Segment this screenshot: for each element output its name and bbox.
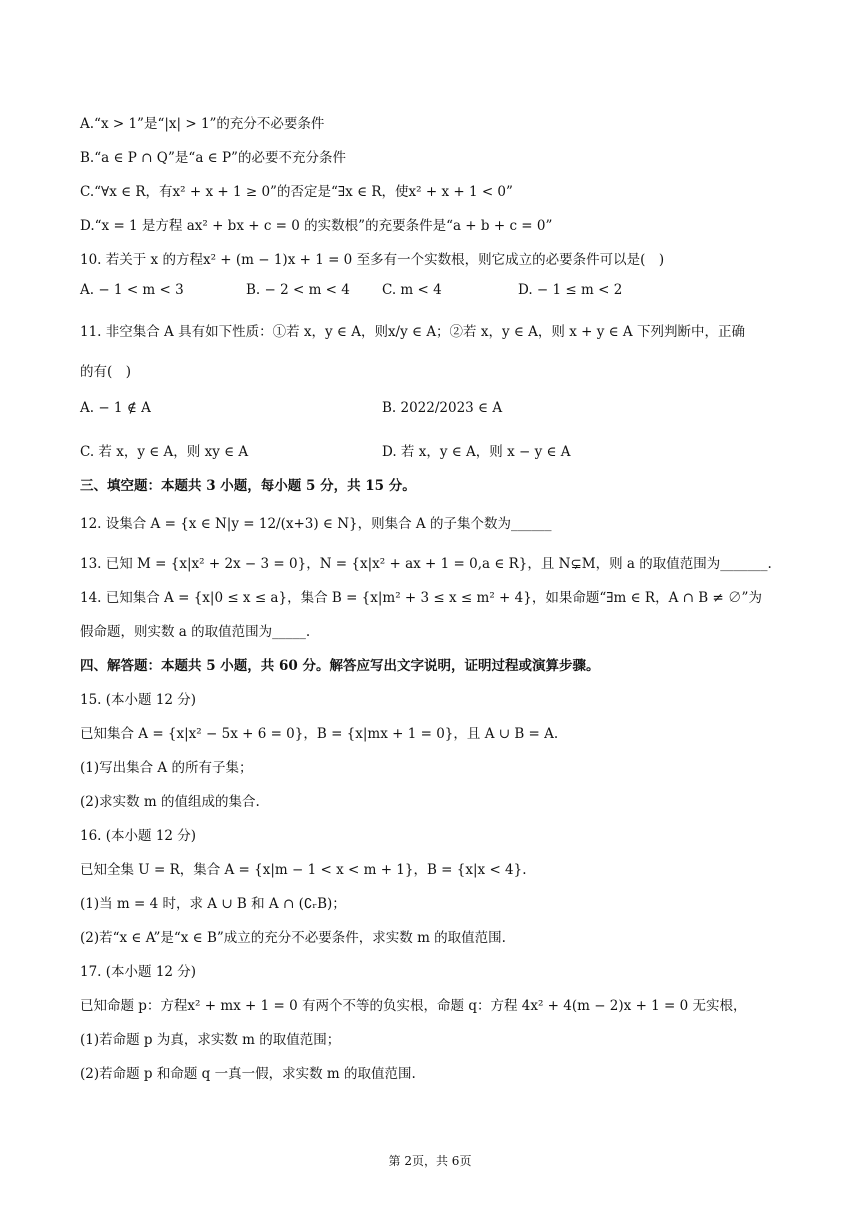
q14-stem-line2: 假命题，则实数 a 的取值范围为_____. xyxy=(80,624,311,640)
q11-stem-line1: 11. 非空集合 A 具有如下性质：①若 x，y ∈ A，则x/y ∈ A；②若 x，y ∈ A，则 x + y ∈ A 下列判断中，正确 xyxy=(80,324,745,340)
q17-header: 17. (本小题 12 分) xyxy=(80,964,197,980)
q11-option-c: C. 若 x，y ∈ A，则 xy ∈ A xyxy=(80,444,249,460)
q14-stem-line1: 14. 已知集合 A = {x|0 ≤ x ≤ a}，集合 B = {x|m² + 3 ≤ x ≤ m² + 4}，如果命题“∃m ∈ R，A ∩ B ≠ ∅”为 xyxy=(80,590,762,606)
q11-stem-line2: 的有( ) xyxy=(80,364,132,380)
q11-option-d: D. 若 x，y ∈ A，则 x − y ∈ A xyxy=(382,444,571,460)
q10-option-c: C. m < 4 xyxy=(382,282,442,298)
q15-part2: (2)求实数 m 的值组成的集合. xyxy=(80,794,260,810)
q12-stem: 12. 设集合 A = {x ∈ N|y = 12/(x+3) ∈ N}，则集合 A 的子集个数为______ xyxy=(80,516,552,532)
q16-part1: (1)当 m = 4 时，求 A ∪ B 和 A ∩ (∁ᵣB)； xyxy=(80,896,346,912)
q11-option-b: B. 2022/2023 ∈ A xyxy=(382,400,503,416)
q16-given: 已知全集 U = R，集合 A = {x|m − 1 < x < m + 1}，B = {x|x < 4}. xyxy=(80,862,527,878)
prev-option-d: D.“x = 1 是方程 ax² + bx + c = 0 的实数根”的充要条件是“a + b + c = 0” xyxy=(80,218,553,234)
q17-given: 已知命题 p：方程x² + mx + 1 = 0 有两个不等的负实根，命题 q：方程 4x² + 4(m − 2)x + 1 = 0 无实根， xyxy=(80,998,747,1014)
q10-stem: 10. 若关于 x 的方程x² + (m − 1)x + 1 = 0 至多有一个实数根，则它成立的必要条件可以是( ) xyxy=(80,252,665,268)
page-footer: 第 2页，共 6页 xyxy=(388,1154,472,1168)
q17-part1: (1)若命题 p 为真，求实数 m 的取值范围； xyxy=(80,1032,341,1048)
prev-option-c: C.“∀x ∈ R，有x² + x + 1 ≥ 0”的否定是“∃x ∈ R，使x² + x + 1 < 0” xyxy=(80,184,513,200)
q10-option-b: B. − 2 < m < 4 xyxy=(246,282,350,298)
q15-part1: (1)写出集合 A 的所有子集； xyxy=(80,760,253,776)
q10-option-d: D. − 1 ≤ m < 2 xyxy=(518,282,623,298)
q17-part2: (2)若命题 p 和命题 q 一真一假，求实数 m 的取值范围. xyxy=(80,1066,416,1082)
q16-part2: (2)若“x ∈ A”是“x ∈ B”成立的充分不必要条件，求实数 m 的取值范围. xyxy=(80,930,506,946)
q11-option-a: A. − 1 ∉ A xyxy=(80,400,151,416)
q10-option-a: A. − 1 < m < 3 xyxy=(80,282,184,298)
prev-option-b: B.“a ∈ P ∩ Q”是“a ∈ P”的必要不充分条件 xyxy=(80,150,346,166)
section4-heading: 四、解答题：本题共 5 小题，共 60 分。解答应写出文字说明，证明过程或演算步骤。 xyxy=(80,658,600,674)
q15-header: 15. (本小题 12 分) xyxy=(80,692,197,708)
q16-header: 16. (本小题 12 分) xyxy=(80,828,197,844)
section3-heading: 三、填空题：本题共 3 小题，每小题 5 分，共 15 分。 xyxy=(80,478,416,494)
q15-given: 已知集合 A = {x|x² − 5x + 6 = 0}，B = {x|mx + 1 = 0}，且 A ∪ B = A. xyxy=(80,726,559,742)
prev-option-a: A.“x > 1”是“|x| > 1”的充分不必要条件 xyxy=(80,116,325,132)
q13-stem: 13. 已知 M = {x|x² + 2x − 3 = 0}，N = {x|x² + ax + 1 = 0,a ∈ R}，且 N⊊M，则 a 的取值范围为_______. xyxy=(80,556,772,572)
